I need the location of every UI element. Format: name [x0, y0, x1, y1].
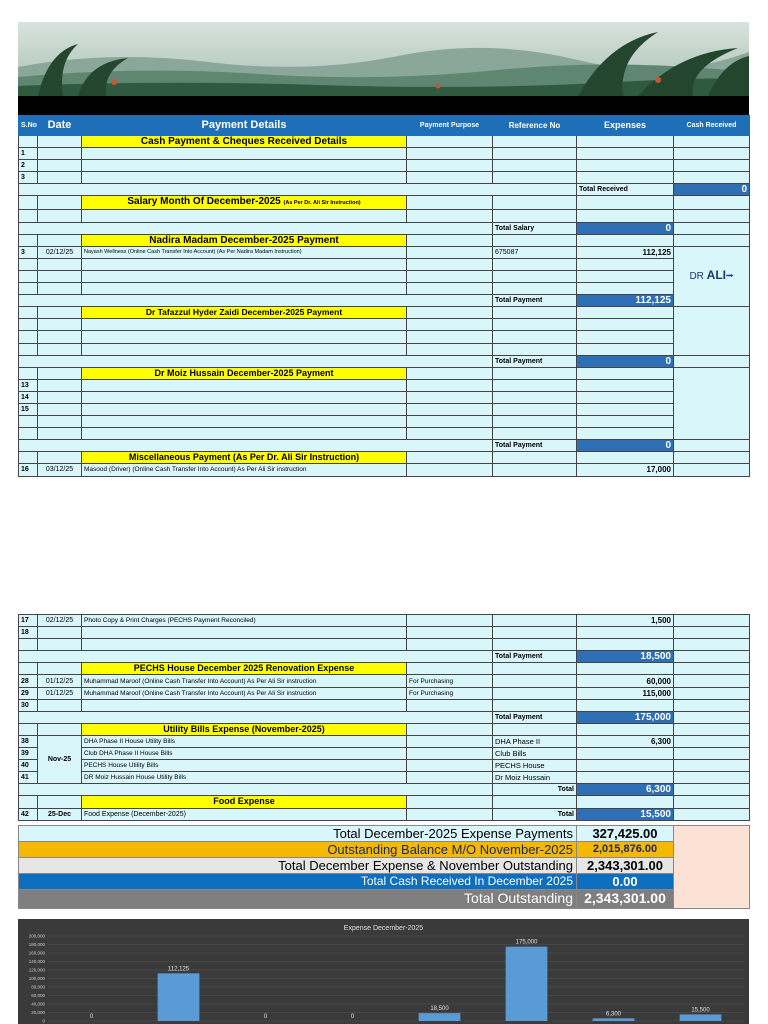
black-divider-bar [18, 96, 749, 115]
summary-value: 2,343,301.00 [577, 857, 674, 873]
section-title-misc: Miscellaneous Payment (As Per Dr. Ali Sir Instruction) [82, 452, 407, 464]
table-row: 15 [19, 403, 750, 415]
table-row: 42 25-Dec Food Expense (December-2025) Total 15,500 [19, 808, 750, 820]
table-row: 41 DR Moiz Hussain House Utility Bills Dr Moiz Hussain [19, 772, 750, 784]
y-tick-label: 120,000 [28, 967, 45, 973]
bar [680, 1014, 722, 1021]
payment-table-page-2 [18, 614, 750, 821]
table-row [19, 428, 750, 440]
table-row: 38 Nov-25 DHA Phase II House Utility Bills DHA Phase II 6,300 [19, 735, 750, 747]
table-row [19, 331, 750, 343]
table-header-row [19, 116, 750, 136]
bar [419, 1013, 461, 1021]
payment-table-page-1 [18, 115, 750, 477]
section-row-tafazzul [19, 307, 750, 319]
table-row [19, 343, 750, 355]
table-row [19, 639, 750, 651]
total-payment-label: Total Payment [493, 651, 577, 663]
logo-mark-icon: ⭬ [726, 271, 734, 283]
section-title-food: Food Expense [82, 796, 407, 808]
total-payment-value: 175,000 [577, 711, 674, 723]
summary-value: 2,343,301.00 [577, 889, 674, 908]
section-row-cash [19, 136, 750, 148]
table-row [19, 258, 750, 270]
summary-row [19, 841, 750, 857]
total-payment-label: Total Payment [493, 295, 577, 307]
logo-dr: DR [689, 271, 704, 283]
section-row-utility [19, 723, 750, 735]
y-tick-label: 200,000 [28, 933, 45, 939]
summary-table [18, 825, 750, 909]
y-tick-label: 140,000 [28, 959, 45, 964]
bar [593, 1018, 635, 1021]
total-row-misc [19, 651, 750, 663]
total-payment-value: 0 [577, 440, 674, 452]
sheet-page-2 [18, 614, 749, 909]
total-value: 6,300 [577, 784, 674, 796]
total-payment-label: Total Payment [493, 711, 577, 723]
table-row: 40 PECHS House Utility Bills PECHS House [19, 760, 750, 772]
total-payment-label: Total Payment [493, 440, 577, 452]
section-title-moiz: Dr Moiz Hussain December-2025 Payment [82, 367, 407, 379]
total-payment-value: 112,125 [577, 295, 674, 307]
table-row: 30 [19, 699, 750, 711]
summary-label: Total Outstanding [19, 889, 577, 908]
section-title-pechs: PECHS House December 2025 Renovation Expense [82, 663, 407, 675]
y-tick-label: 20,000 [31, 1010, 45, 1015]
y-tick-label: 180,000 [28, 942, 45, 947]
table-row: 2 [19, 160, 750, 172]
expense-chart [18, 919, 749, 1024]
summary-label: Total December Expense & November Outstanding [19, 857, 577, 873]
header-reference-no: Reference No [493, 116, 577, 136]
section-row-nadira [19, 234, 750, 246]
dr-ali-logo [674, 246, 750, 306]
data-label: 0 [89, 1014, 94, 1020]
section-row-pechs [19, 663, 750, 675]
total-salary-value: 0 [577, 222, 674, 234]
summary-value: 327,425.00 [577, 825, 674, 841]
total-value: 15,500 [577, 808, 674, 820]
summary-value: 2,015,876.00 [577, 841, 674, 857]
section-title-nadira: Nadira Madam December-2025 Payment [82, 234, 407, 246]
table-row: 1 [19, 148, 750, 160]
header-payment-details: Payment Details [82, 116, 407, 136]
section-title-tafazzul: Dr Tafazzul Hyder Zaidi December-2025 Payment [82, 307, 407, 319]
table-row: 13 [19, 379, 750, 391]
table-row: 29 01/12/25 Muhammad Maroof (Online Cash Transfer Into Account) As Per Ali Sir instruction For Purchasing 115,000 [19, 687, 750, 699]
data-label: 112,125 [167, 966, 190, 973]
bar [158, 973, 200, 1021]
data-label: 0 [350, 1014, 355, 1020]
y-tick-label: 80,000 [31, 984, 45, 990]
y-tick-label: 160,000 [28, 950, 45, 956]
sheet-page-1 [18, 22, 749, 477]
table-row [19, 319, 750, 331]
data-label: 6,300 [605, 1011, 622, 1018]
summary-row [19, 873, 750, 889]
total-payment-label: Total Payment [493, 355, 577, 367]
chart-title: Expense December-2025 [343, 925, 424, 932]
header-cash-received: Cash Received [674, 116, 750, 136]
table-row: 28 01/12/25 Muhammad Maroof (Online Cash Transfer Into Account) As Per Ali Sir instruction For Purchasing 60,000 [19, 675, 750, 687]
data-label: 15,500 [691, 1007, 710, 1014]
table-row: 16 03/12/25 Masood (Driver) (Online Cash Transfer Into Account) As Per Ali Sir instruction 17,000 [19, 464, 750, 476]
data-label: 175,000 [515, 939, 538, 946]
summary-row [19, 825, 750, 841]
total-label: Total [493, 808, 577, 820]
total-payment-value: 18,500 [577, 651, 674, 663]
section-row-misc [19, 452, 750, 464]
tropical-banner-image [18, 22, 749, 96]
total-row-tafazzul [19, 355, 750, 367]
table-row [19, 270, 750, 282]
table-row: 3 [19, 172, 750, 184]
utility-date: Nov-25 [38, 735, 82, 783]
table-row: 18 [19, 627, 750, 639]
summary-label: Total December-2025 Expense Payments [19, 825, 577, 841]
total-row-salary [19, 222, 750, 234]
summary-row [19, 889, 750, 908]
total-row-pechs [19, 711, 750, 723]
table-row [19, 283, 750, 295]
total-payment-value: 0 [577, 355, 674, 367]
y-tick-label: 0 [42, 1018, 45, 1024]
expense-chart-svg [18, 919, 749, 1024]
y-tick-label: 60,000 [31, 993, 45, 998]
banner-illustration [18, 22, 749, 96]
table-row: 17 02/12/25 Photo Copy & Print Charges (PECHS Payment Reconciled) 1,500 [19, 615, 750, 627]
total-received-label: Total Received [577, 184, 674, 196]
total-salary-label: Total Salary [493, 222, 577, 234]
total-row-moiz [19, 440, 750, 452]
total-row-cash [19, 184, 750, 196]
y-tick-label: 100,000 [28, 976, 45, 981]
bar [506, 947, 548, 1021]
summary-label: Total Cash Received In December 2025 [19, 873, 577, 889]
table-row [19, 210, 750, 222]
section-title-salary: Salary Month Of December-2025 (As Per Dr. Ali Sir Instruction) [82, 196, 407, 210]
table-row: 14 [19, 391, 750, 403]
data-label: 0 [263, 1014, 268, 1020]
header-payment-purpose: Payment Purpose [407, 116, 493, 136]
summary-label: Outstanding Balance M/O November-2025 [19, 841, 577, 857]
section-row-food [19, 796, 750, 808]
total-received-value: 0 [674, 184, 750, 196]
total-label: Total [493, 784, 577, 796]
section-row-salary [19, 196, 750, 210]
header-expenses: Expenses [577, 116, 674, 136]
y-tick-label: 40,000 [31, 1001, 45, 1007]
logo-ali: ALI [706, 268, 727, 283]
summary-side-pad [674, 825, 750, 908]
section-row-moiz [19, 367, 750, 379]
table-row: 39 Club DHA Phase II House Bills Club Bills [19, 748, 750, 760]
total-row-utility [19, 784, 750, 796]
total-row-nadira [19, 295, 750, 307]
summary-value: 0.00 [577, 873, 674, 889]
table-row: 3 02/12/25 Nayash Wellness (Online Cash Transfer Into Account) (As Per Nadira Madam Instruction) 675087 112,125 DR ALI⭬ [19, 246, 750, 258]
section-title-utility: Utility Bills Expense (November-2025) [82, 723, 407, 735]
table-row [19, 416, 750, 428]
summary-row [19, 857, 750, 873]
section-title-cash: Cash Payment & Cheques Received Details [82, 136, 407, 148]
header-sn: S.No [19, 116, 38, 136]
header-date: Date [38, 116, 82, 136]
data-label: 18,500 [430, 1006, 449, 1013]
